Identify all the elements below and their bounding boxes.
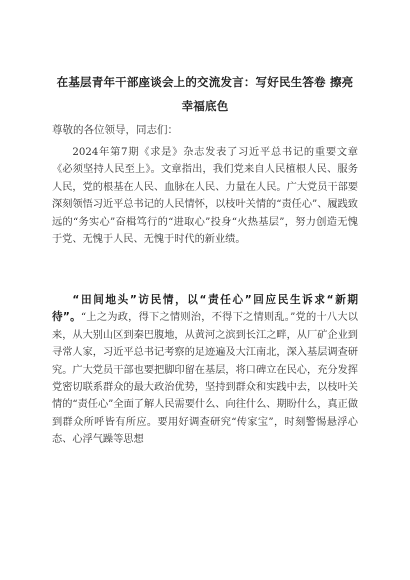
- paragraph-2: [52, 292, 358, 449]
- paragraph-1-text: 2024年第7期《求是》杂志发表了习近平总书记的重要文章《必须坚持人民至上》。文章指出，我们党来自人民植根人民、服务人民，党的根基在人民、血脉在人民、力量在人民。广大党员干部要深刻领悟习近平总书记的人民情怀，以枝叶关情的“责任心”、履践致远的“务实心”奋楫笃行的“进取心”投身“火热基层”，努力创造无愧于党、无愧于人民、无愧于时代的新业绩。: [52, 147, 358, 246]
- paragraph-2-lead: “田间地头”访民情，以“责任心”回应民生诉求“新期待”。: [52, 294, 358, 324]
- document-title: 在基层青年干部座谈会上的交流发言：写好民生答卷 擦亮幸福底色: [56, 75, 354, 113]
- salutation: 尊敬的各位领导，同志们：: [52, 124, 178, 136]
- paragraph-2-text: “上之为政，得下之情则治，不得下之情则乱。”党的十八大以来，从大别山区到秦巴腹地，从黄河之滨到长江之畔，从厂矿企业到寻常人家，习近平总书记考察的足迹遍及大江南北，深入基层调查研究。广大党员干部也要把脚印留在基层，将口碑立在民心，充分发挥党密切联系群众的最大政治优势，坚持到群众和实践中去，以枝叶关情的“责任心”全面了解人民需要什么、向往什么、期盼什么，真正做到群众所呼皆有所应。要用好调查研究“传家宝”，时刻警惕悬浮心态、心浮气躁等思想: [52, 312, 358, 446]
- paragraph-1: [52, 144, 358, 248]
